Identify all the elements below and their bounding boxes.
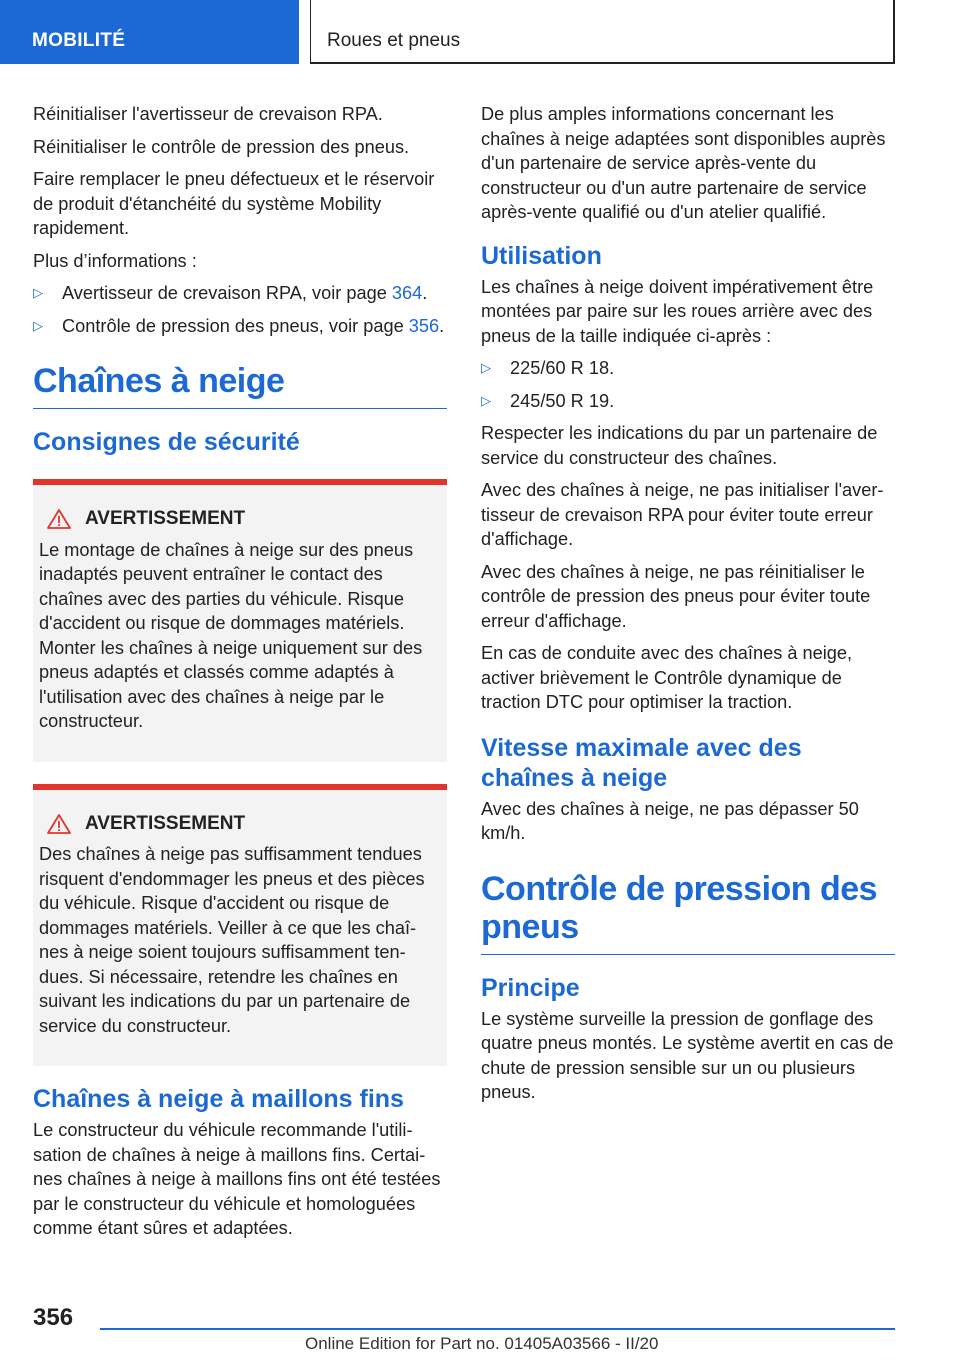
list-item: ▷ Contrôle de pression des pneus, voir page 356. [33,314,447,339]
paragraph: Réinitialiser l'avertisseur de crevaison RPA. [33,104,383,124]
paragraph: Plus d’informations : [33,250,197,271]
chapter-tab [310,0,895,64]
heading-tire-pressure: Contrôle de pression des pneus [481,870,895,955]
list-item-text: Contrôle de pression des pneus, voir page [62,315,409,336]
paragraph: En cas de conduite avec des chaînes à neige, activer brièvement le Contrôle dynamique de traction DTC pour optimiser la traction. [481,643,853,712]
footer-divider [100,1328,895,1330]
warning-title: AVERTISSEMENT [85,508,246,529]
triangle-right-icon: ▷ [481,392,491,408]
heading-fine-chains: Chaînes à neige à maillons fins [33,1085,404,1113]
edition-note: Online Edition for Part no. 01405A03566 - II/20 [305,1334,659,1353]
heading-safety: Consignes de sécurité [33,428,300,456]
page-link-364[interactable]: 364 [391,283,423,303]
list-item [481,389,895,414]
warning-text: Le montage de chaînes à neige sur des pneus inadaptés peuvent entraîner le contact des chaînes avec des parties du véhicule. Risque d'accident ou risque de dommages matériels. Monter les chaînes à neige uniquement sur des pneus adaptés et classés comme adaptés à l'utilisation avec des chaînes à neige par le constructeur. [39,539,423,731]
page-number: 356 [33,1304,74,1331]
tire-size-list [481,356,895,413]
heading-use: Utilisation [481,241,602,270]
warning-box [33,784,447,1067]
list-item: ▷ Avertisseur de crevaison RPA, voir page 364. [33,281,447,306]
warning-box [33,479,447,762]
heading-principle: Principe [481,973,580,1002]
triangle-right-icon: ▷ [33,285,43,300]
paragraph: De plus amples informations concernant les chaînes à neige adaptées sont disponibles auprès d'un partenaire de service après-vente du constructeur ou d'un autre partenaire de service après-vente qualifié ou d'un atelier qualifié. [481,104,886,222]
triangle-right-icon: ▷ [33,317,43,333]
paragraph: Avec des chaînes à neige, ne pas réinitialiser le contrôle de pression des pneus pour éviter toute erreur d'affichage. [481,561,871,631]
left-column [33,102,447,1249]
warning-title: AVERTISSEMENT [85,812,246,834]
list-item-text: Avertisseur de crevaison RPA, voir page [62,283,392,303]
warning-triangle-icon [47,814,71,834]
paragraph: Le système surveille la pression de gonflage des quatre pneus montés. Le système avertit en cas de chute de pression sensible sur un ou plusieurs pneus. [481,1008,894,1102]
tire-size: 245/50 R 19. [510,390,615,411]
paragraph: Avec des chaînes à neige, ne pas initialiser l'avertisseur de crevaison RPA pour éviter toute erreur d'affichage. [481,480,884,549]
paragraph: Les chaînes à neige doivent impérativement être montées par paire sur les roues arrière avec des pneus de la taille indiquée ci-après : [481,276,874,346]
paragraph: Réinitialiser le contrôle de pression des pneus. [33,136,410,157]
section-tab [0,0,299,64]
section-title: MOBILITÉ [32,30,126,51]
chapter-title: Roues et pneus [327,30,461,51]
paragraph: Le constructeur du véhicule recommande l'utilisation de chaînes à neige à maillons fins. Certaines chaînes à neige à maillons fins ont été testées par le constructeur du véhicule et homologuées comme étant sûres et adaptées. [33,1120,441,1238]
reference-list [33,281,447,338]
paragraph: Faire remplacer le pneu défectueux et le réservoir de produit d'étanchéité du système Mobility rapidement. [33,169,435,238]
paragraph: Respecter les indications du par un partenaire de service du constructeur des chaînes. [481,423,878,468]
right-column [481,102,895,1113]
triangle-right-icon: ▷ [481,360,491,375]
warning-triangle-icon [47,509,71,529]
page-link-356[interactable]: 356 [408,315,440,336]
tire-size: 225/60 R 18. [510,358,615,378]
warning-text: Des chaînes à neige pas suffisamment tendues risquent d'endommager les pneus et des pièces du véhicule. Risque d'accident ou risque de dommages matériels. Veiller à ce que les chaînes à neige soient toujours suffisamment tendues. Si nécessaire, retendre les chaînes en suivant les indications du par un partenaire de service du constructeur. [39,844,425,1036]
paragraph: Avec des chaînes à neige, ne pas dépasser 50 km/h. [481,798,859,843]
heading-max-speed: Vitesse maximale avec des chaînes à neige [481,733,802,792]
list-item [481,356,895,381]
heading-snow-chains: Chaînes à neige [33,362,447,409]
